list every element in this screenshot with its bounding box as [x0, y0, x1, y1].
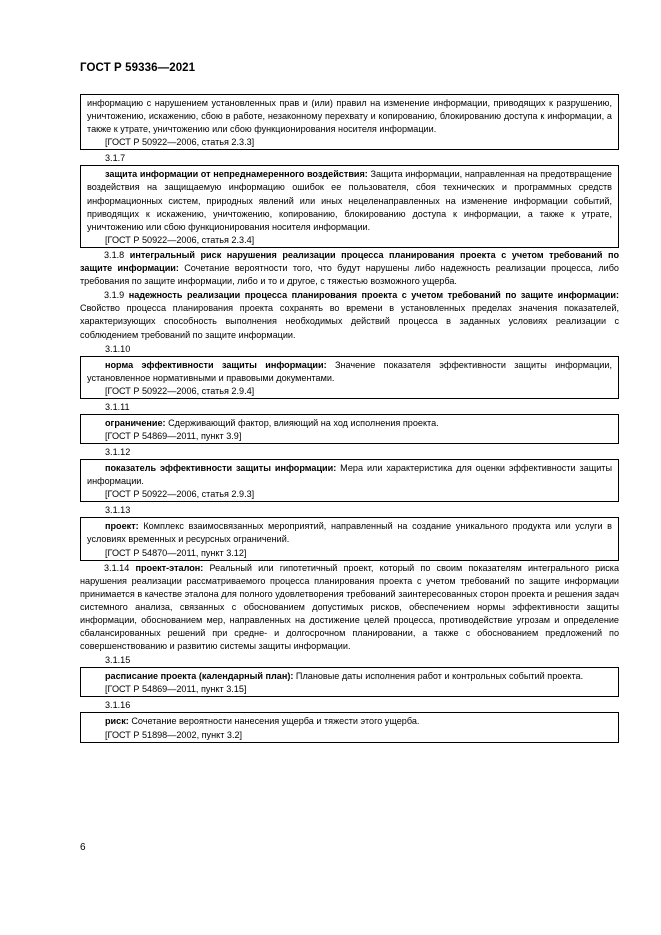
term-number: 3.1.8 — [104, 249, 125, 260]
term-entry — [87, 168, 612, 233]
term-reference: [ГОСТ Р 50922—2006, статья 2.9.3] — [105, 489, 255, 500]
term-number: 3.1.7 — [105, 153, 126, 164]
term-entry — [80, 562, 619, 654]
term-name: надежность реализации процесса планирования проекта с учетом требований по защите информации: — [128, 290, 620, 301]
page-number: 6 — [80, 842, 86, 853]
document-header: ГОСТ Р 59336—2021 — [80, 62, 196, 74]
term-entry — [87, 520, 612, 546]
term-definition: Плановые даты исполнения работ и контрольных событий проекта. — [293, 671, 584, 682]
term-reference: [ГОСТ Р 54869—2011, пункт 3.9] — [105, 430, 242, 441]
term-reference: [ГОСТ Р 54869—2011, пункт 3.15] — [105, 684, 247, 695]
term-name: интегральный риск нарушения реализации процесса планирования проекта с учетом требований по защите информации: — [80, 249, 619, 274]
term-reference: [ГОСТ Р 54870—2011, пункт 3.12] — [105, 547, 247, 558]
term-box — [80, 667, 619, 697]
term-name: норма эффективности защиты информации: — [105, 359, 327, 370]
term-number: 3.1.15 — [105, 655, 131, 666]
term-name: риск: — [105, 716, 129, 727]
term-name: расписание проекта (календарный план): — [105, 671, 294, 682]
term-number: 3.1.11 — [105, 401, 130, 412]
term-entry — [87, 359, 612, 385]
term-box — [80, 356, 619, 399]
term-number: 3.1.12 — [105, 447, 131, 458]
term-box — [80, 712, 619, 742]
term-box — [80, 414, 619, 444]
term-name: показатель эффективности защиты информации: — [105, 463, 337, 474]
term-box — [80, 94, 619, 150]
term-name: защита информации от непреднамеренного воздействия: — [105, 169, 368, 180]
term-definition: Комплекс взаимосвязанных мероприятий, направленный на создание уникального продукта или услуги в условиях временных и ресурсных ограничений. — [87, 521, 612, 545]
term-number: 3.1.10 — [105, 343, 131, 354]
term-entry — [80, 249, 619, 288]
term-definition: Защита информации, направленная на предотвращение воздействия на защищаемую информацию ошибок ее пользователя, сбоя технических и программных средств информационных систем, природных явлений или иных нецеленаправленных на изменение информации событий, приводящих к искажению, уничтожению, копированию, блокированию доступа к информации, а также к утрате, уничтожению или сбою функционирования носителя информации. — [87, 169, 612, 232]
term-entry — [87, 715, 612, 728]
term-name: проект: — [105, 521, 139, 532]
term-number: 3.1.16 — [105, 700, 131, 711]
term-entry — [87, 462, 612, 488]
term-definition: Сочетание вероятности того, что будут нарушены либо надежность реализации процесса, либо требования по защите информации, либо и то и другое, с тяжестью возможного ущерба. — [80, 263, 619, 287]
term-definition: информацию с нарушением установленных прав и (или) правил на изменение информации, приводящих к разрушению, уничтожению, искажению, сбою в работе, незаконному перехвату и копированию, блокированию доступа к информации, а также к утрате, уничтожению или сбою функционирования носителя информации. — [87, 98, 612, 135]
term-definition: Сочетание вероятности нанесения ущерба и тяжести этого ущерба. — [128, 716, 420, 727]
term-number: 3.1.14 — [104, 562, 130, 573]
term-definition: Свойство процесса планирования проекта сохранять во времени в установленных пределах значения показателей, характеризующих способность выполнения необходимых действий процесса в заданных условиях реализации с соблюдением требований по защите информации. — [80, 303, 619, 340]
term-reference: [ГОСТ Р 50922—2006, статья 2.3.3] — [105, 137, 255, 148]
term-number: 3.1.13 — [105, 505, 131, 516]
term-definition: Мера или характеристика для оценки эффективности защиты информации. — [87, 463, 612, 487]
term-box — [80, 165, 619, 248]
term-name: проект-эталон: — [135, 562, 204, 573]
term-definition: Сдерживающий фактор, влияющий на ход исполнения проекта. — [165, 417, 439, 428]
term-entry — [87, 670, 612, 683]
term-entry — [80, 289, 619, 341]
term-box — [80, 459, 619, 502]
term-entry — [87, 417, 612, 430]
term-name: ограничение: — [105, 417, 166, 428]
term-reference: [ГОСТ Р 51898—2002, пункт 3.2] — [105, 729, 243, 740]
term-definition: Значение показателя эффективности защиты информации, установленное нормативными и правовыми документами. — [87, 359, 612, 383]
term-reference: [ГОСТ Р 50922—2006, статья 2.3.4] — [105, 234, 255, 245]
term-reference: [ГОСТ Р 50922—2006, статья 2.9.4] — [105, 385, 255, 396]
term-box — [80, 517, 619, 560]
term-number: 3.1.9 — [104, 290, 125, 301]
term-definition: Реальный или гипотетичный проект, который по своим показателям интегрального риска нарушения реализации рассматриваемого процесса планирования проекта с учетом требований по защите информации принимается в качестве эталона для полного удовлетворения требований заинтересованных сторон проекта и решения задач системного анализа, связанных с обоснованием допустимых рисков, обеспечением нормы эффективности защиты информации, обоснованием мер, направленных на достижение целей процесса, противодействие угрозам и определение сбалансированных решений при средне- и долгосрочном планировании, а также с обоснованием предложений по совершенствованию и развитию системы защиты информации. — [80, 562, 619, 652]
page-content — [80, 94, 619, 744]
